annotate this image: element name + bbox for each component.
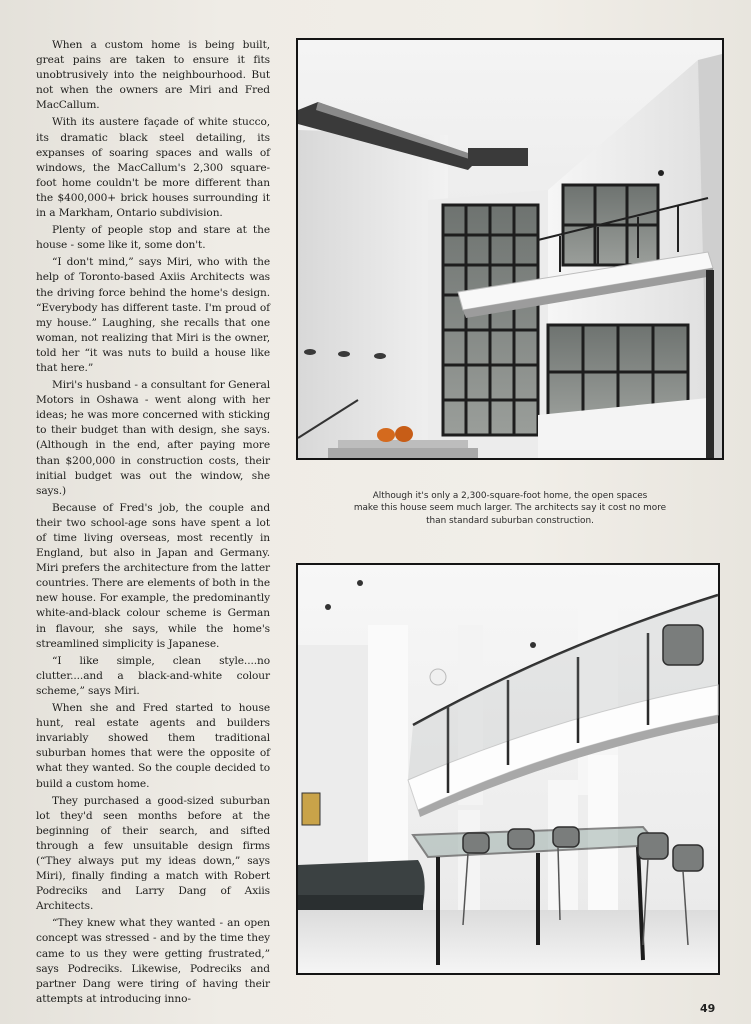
article-paragraph-9: They purchased a good-sized suburban lot they'd seen months before at the beginning of their search, and sifted through a few unsuitable design firms (“They always put my ideas down,” says Miri), finally finding a match with Robert Podreciks and Larry Dang of Axiis Architects. (36, 794, 270, 913)
house-exterior-illustration (298, 40, 722, 458)
article-paragraph-2: With its austere façade of white stucco, its dramatic black steel detailing, its expanses of soaring spaces and walls of windows, the MacCallum's 2,300 square-foot home couldn't be more different than the $400,000+ brick houses surrounding it in a Markham, Ontario subdivision. (36, 116, 270, 220)
article-paragraph-6: Because of Fred's job, the couple and their two school-age sons have spent a lot of time living overseas, most recently in England, but also in Japan and Germany. Miri prefers the architecture from the latter countries. There are elements of both in the new house. For example, the predominantly white-and-black colour scheme is German in flavour, she says, while the home's streamlined simplicity is Japanese. (36, 501, 270, 650)
caption-line-1: Although it's only a 2,300-square-foot home, the open spaces (372, 491, 648, 501)
caption-line-3: than standard suburban construction. (426, 515, 594, 526)
article-paragraph-7: “I like simple, clean style....no clutter....and a black-and-white colour scheme,” says Miri. (36, 654, 270, 697)
article-paragraph-5: Miri's husband - a consultant for General Motors in Oshawa - went along with her ideas; he was more concerned with sticking to their budget than with design, she says. (Although in the end, after paying more than $200,000 in construction costs, their initial budget was out the window, she says.) (36, 379, 270, 497)
caption-line-2: make this house seem much larger. The architects say it cost no more (353, 503, 667, 514)
page-number: 49 (700, 1002, 716, 1015)
article-paragraph-8: When she and Fred started to house hunt, real estate agents and builders invariably showed them traditional suburban homes that were the opposite of what they wanted. So the couple decided to build a custom home. (36, 702, 270, 790)
house-interior-photo (296, 563, 720, 975)
article-paragraph-1: When a custom home is being built, great pains are taken to ensure it fits unobtrusively into the neighbourhood. But not when the owners are Miri and Fred MacCallum. (36, 39, 270, 112)
house-exterior-photo (296, 38, 724, 460)
article-paragraph-4: “I don't mind,” says Miri, who with the help of Toronto-based Axiis Architects was the driving force behind the home's design. “Everybody has different taste. I'm proud of my house.” Laughing, she recalls that one woman, not realizing that Miri is the owner, told her “it was nuts to build a house like that here.” (36, 256, 270, 374)
article-paragraph-3: Plenty of people stop and stare at the house - some like it, some don't. (36, 224, 270, 252)
photo-caption (340, 490, 680, 527)
article-text-column (36, 38, 270, 1005)
article-paragraph-10: “They knew what they wanted - an open concept was stressed - and by the time they came to us they were getting frustrated,” says Podreciks. Likewise, Podreciks and partner Dang were tiring of having their attempts at introducing inno- (36, 917, 270, 1005)
house-interior-illustration (298, 565, 718, 973)
